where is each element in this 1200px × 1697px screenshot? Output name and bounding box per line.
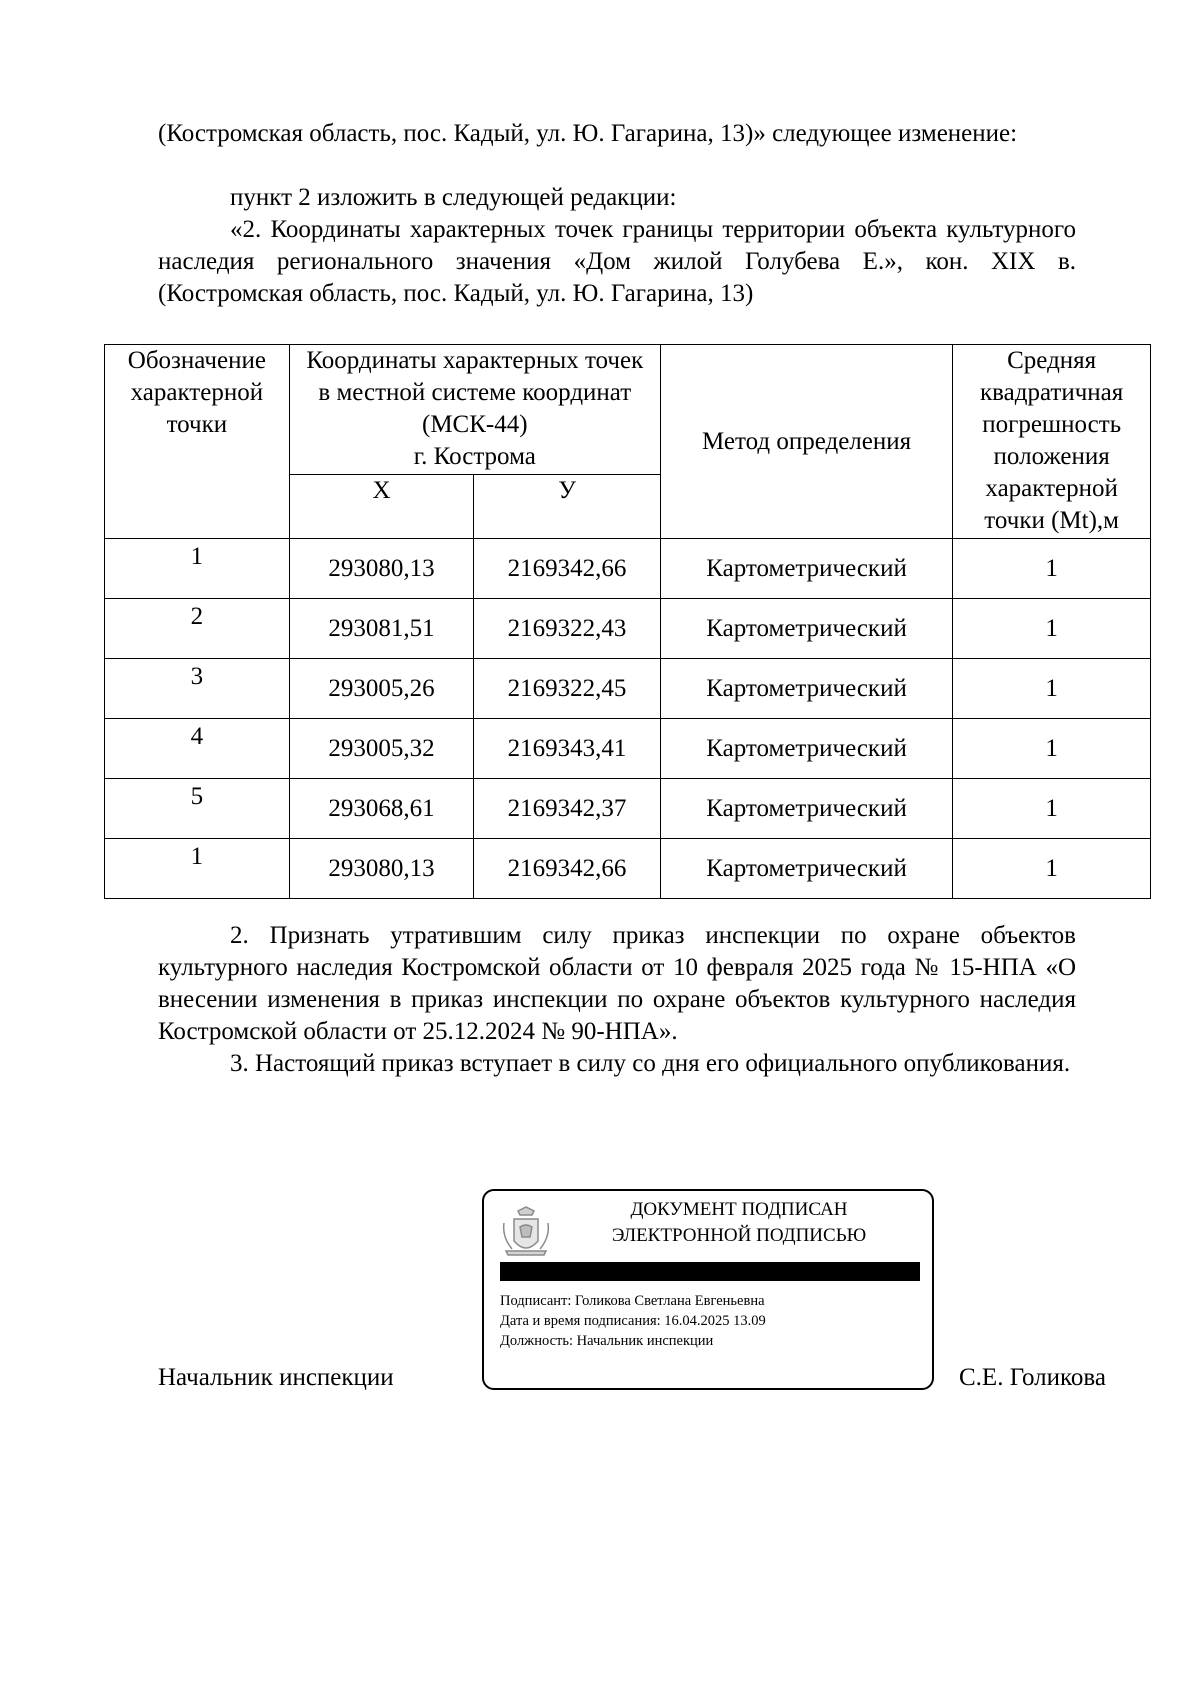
error: 1 (953, 779, 1151, 839)
stamp-title: ДОКУМЕНТ ПОДПИСАН ЭЛЕКТРОННОЙ ПОДПИСЬЮ (611, 1199, 867, 1246)
header-coordinates: Координаты характерных точек в местной системе координат (МСК-44) г. Кострома (289, 345, 660, 475)
header-method: Метод определения (660, 345, 952, 539)
coord-x: 293005,32 (289, 719, 474, 779)
header-x: Х (289, 475, 474, 539)
coord-x: 293081,51 (289, 599, 474, 659)
header-designation: Обозначение характерной точки (105, 345, 290, 539)
coord-x: 293080,13 (289, 839, 474, 899)
coord-y: 2169322,45 (474, 659, 661, 719)
coord-x: 293005,26 (289, 659, 474, 719)
error: 1 (953, 599, 1151, 659)
header-error: Средняя квадратичная погрешность положения характерной точки (Mt),м (953, 345, 1151, 539)
stamp-signer: Подписант: Голикова Светлана Евгеньевна (500, 1293, 765, 1309)
method: Картометрический (660, 719, 952, 779)
table-row (105, 659, 1151, 719)
method: Картометрический (660, 659, 952, 719)
redaction-bar (500, 1262, 920, 1281)
point-number: 2 (105, 599, 290, 659)
coord-y: 2169343,41 (474, 719, 661, 779)
error: 1 (953, 719, 1151, 779)
intro-paragraph-point2: пункт 2 изложить в следующей редакции: (230, 184, 677, 211)
point-number: 3 (105, 659, 290, 719)
method: Картометрический (660, 839, 952, 899)
intro-paragraph-quote: «2. Координаты характерных точек границы территории объекта культурного наследия регионального значения «Дом жилой Голубева Е.», кон. XIX в. (Костромская область, пос. Кадый, ул. Ю. Гагарина, 13) (158, 216, 1076, 307)
method: Картометрический (660, 599, 952, 659)
coord-y: 2169342,37 (474, 779, 661, 839)
signatory-name: С.Е. Голикова (959, 1364, 1106, 1391)
table-row (105, 839, 1151, 899)
coord-y: 2169322,43 (474, 599, 661, 659)
point-number: 1 (105, 839, 290, 899)
coord-x: 293080,13 (289, 539, 474, 599)
table-row (105, 719, 1151, 779)
header-y: У (474, 475, 661, 539)
table-row (105, 539, 1151, 599)
coordinates-table (104, 344, 1151, 899)
point-number: 1 (105, 539, 290, 599)
stamp-datetime: Дата и время подписания: 16.04.2025 13.09 (500, 1313, 766, 1329)
paragraph-3: 3. Настоящий приказ вступает в силу со дня его официального опубликования. (230, 1050, 1071, 1077)
coord-x: 293068,61 (289, 779, 474, 839)
coat-of-arms-icon (500, 1205, 552, 1259)
error: 1 (953, 839, 1151, 899)
intro-paragraph-continuation: (Костромская область, пос. Кадый, ул. Ю. Гагарина, 13)» следующее изменение: (158, 120, 1018, 147)
paragraph-2: 2. Признать утратившим силу приказ инспекции по охране объектов культурного наследия Костромской области от 10 февраля 2025 года № 15-НПА «О внесении изменения в приказ инспекции по охране объектов культурного наследия Костромской области от 25.12.2024 № 90-НПА». (158, 922, 1076, 1045)
signatory-role: Начальник инспекции (158, 1364, 394, 1391)
coord-y: 2169342,66 (474, 839, 661, 899)
error: 1 (953, 539, 1151, 599)
table-row (105, 779, 1151, 839)
method: Картометрический (660, 779, 952, 839)
coord-y: 2169342,66 (474, 539, 661, 599)
error: 1 (953, 659, 1151, 719)
electronic-signature-stamp (482, 1189, 934, 1390)
point-number: 4 (105, 719, 290, 779)
stamp-position: Должность: Начальник инспекции (500, 1333, 714, 1349)
method: Картометрический (660, 539, 952, 599)
point-number: 5 (105, 779, 290, 839)
table-row (105, 599, 1151, 659)
